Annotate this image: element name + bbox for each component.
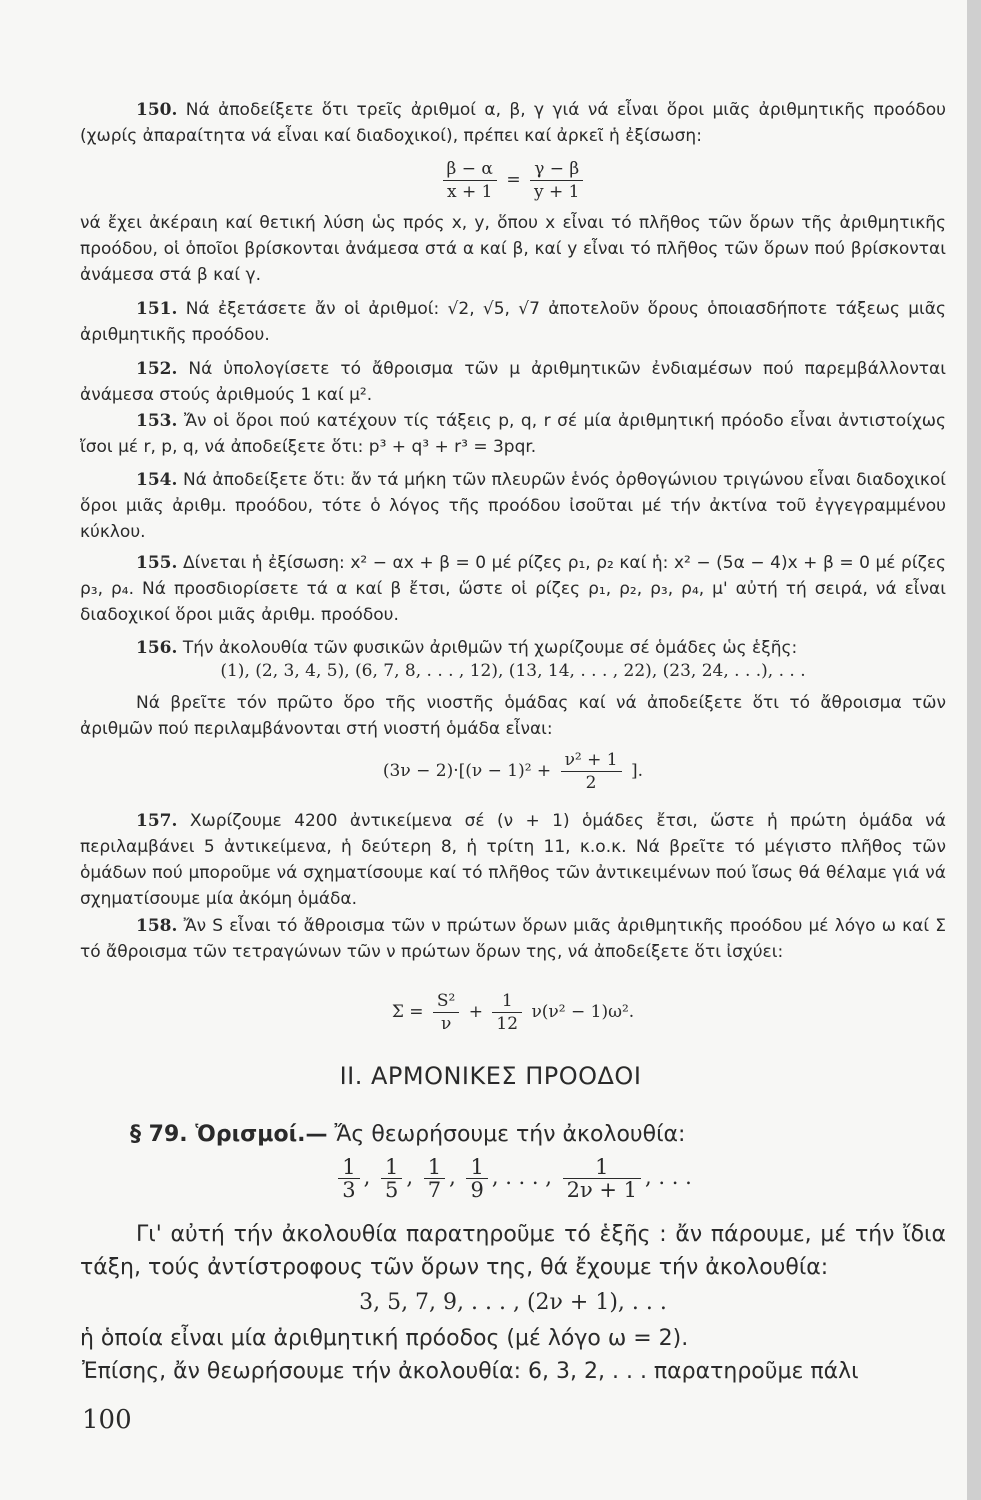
problem-153 — [80, 408, 946, 460]
problem-text: Νά βρεῖτε τόν πρῶτο ὅρο τῆς νιοστῆς ὁμάδας καί νά ἀποδείξετε ὅτι τό ἄθροισμα τῶν ἀριθμῶν πού περιλαμβάνονται στή νιοστή ὁμάδα εἶναι: — [80, 693, 946, 739]
numerator: 1 — [424, 1156, 445, 1179]
formula-156 — [80, 749, 946, 794]
formula-part: Σ = — [391, 1002, 424, 1022]
problem-text: Νά ἀποδείξετε ὅτι τρεῖς ἀριθμοί α, β, γ γιά νά εἶναι ὅροι μιᾶς ἀριθμητικῆς προόδου (χωρίς ἀπαραίτητα νά εἶναι καί διαδοχικοί), πρέπει καί ἀρκεῖ ἡ ἐξίσωση: — [80, 100, 946, 146]
problem-text: νά ἔχει ἀκέραιη καί θετική λύση ὡς πρός x, y, ὅπου x εἶναι τό πλῆθος τῶν ὅρων τῆς ἀριθμητικῆς προόδου, οἱ ὁποῖοι βρίσκονται ἀνάμεσα στά α καί β, καί y εἶναι τό πλῆθος τῶν ὅρων πού βρίσκονται ἀνάμεσα στά β καί γ. — [80, 213, 946, 285]
numerator: 1 — [381, 1156, 402, 1179]
denominator: 2 — [585, 773, 597, 793]
denominator: 5 — [384, 1178, 399, 1202]
denominator: 2ν + 1 — [566, 1178, 638, 1202]
fraction — [424, 1156, 445, 1201]
section-text: Ἄς θεωρήσουμε τήν ἀκολουθία: — [334, 1122, 686, 1147]
problem-number: 158. — [136, 916, 178, 936]
problem-text: Νά ἐξετάσετε ἄν οἱ ἀριθμοί: √2, √5, √7 ἀποτελοῦν ὅρους ὁποιασδήποτε τάξεως μιᾶς ἀριθμητικῆς προόδου. — [80, 299, 946, 345]
denominator: 9 — [470, 1178, 484, 1202]
denominator: 7 — [427, 1178, 442, 1202]
page-edge-shadow — [967, 0, 981, 1500]
problem-155 — [80, 550, 946, 628]
section-title: § 79. Ὁρισμοί.— — [130, 1122, 328, 1147]
denominator: ν — [440, 1014, 452, 1034]
problem-151 — [80, 296, 946, 348]
problem-number: 152. — [136, 359, 178, 379]
section-heading: ΙΙ. ΑΡΜΟΝΙΚΕΣ ΠΡΟΟΔΟΙ — [339, 1062, 642, 1090]
numerator: S² — [433, 990, 459, 1013]
problem-154 — [80, 467, 946, 545]
section-text: ἡ ὁποία εἶναι μία ἀριθμητική πρόοδος (μέ λόγο ω = 2). — [80, 1326, 689, 1351]
problem-text: Ἄν S εἶναι τό ἄθροισμα τῶν ν πρώτων ὅρων μιᾶς ἀριθμητικῆς προόδου μέ λόγο ω καί Σ τό ἄθροισμα τῶν τετραγώνων τῶν ν πρώτων ὅρων της, νά ἀποδείξετε ὅτι ἰσχύει: — [80, 916, 946, 962]
formula-158 — [80, 990, 946, 1035]
equation-150 — [80, 158, 946, 203]
formula-part: ν(ν² − 1)ω². — [531, 1002, 635, 1022]
problem-text: Χωρίζουμε 4200 ἀντικείμενα σέ (ν + 1) ὁμάδες ἔτσι, ὥστε ἡ πρώτη ὁμάδα νά περιλαμβάνει 5 ἀντικείμενα, ἡ δεύτερη 8, ἡ τρίτη 11, κ.ο.κ. Νά βρεῖτε τό μέγιστο πλῆθος τῶν ὁμάδων πού μποροῦμε νά σχηματίσουμε καί τό πλῆθος τῶν ἀντικειμένων πού ἴσως θά θέλαμε γιά νά σχηματίσουμε μία ἀκόμη ὁμάδα. — [80, 811, 947, 909]
formula-part: (3ν − 2)·[(ν − 1)² + — [382, 761, 552, 781]
equals-sign: = — [506, 170, 521, 190]
problem-number: 150. — [136, 100, 178, 120]
numerator: 1 — [466, 1156, 487, 1179]
denominator: 12 — [496, 1014, 519, 1034]
sequence-fractions — [80, 1156, 946, 1201]
separator: , — [449, 1165, 456, 1189]
section-text: Γι' αὐτή τήν ἀκολουθία παρατηροῦμε τό ἑξῆς : ἄν πάρουμε, μέ τήν ἴδια τάξη, τούς ἀντίστροφους τῶν ὅρων της, θά ἔχουμε τήν ἀκολουθία: — [80, 1222, 946, 1280]
problem-number: 156. — [136, 638, 178, 658]
problem-150 — [80, 97, 946, 149]
problem-number: 157. — [136, 811, 178, 831]
problem-number: 153. — [136, 411, 178, 431]
denominator: y + 1 — [533, 182, 580, 202]
problem-156 — [80, 635, 946, 661]
problem-158 — [80, 913, 946, 965]
denominator: x + 1 — [446, 182, 493, 202]
fraction — [563, 1156, 641, 1201]
fraction — [530, 158, 583, 203]
problem-text: Ἄν οἱ ὅροι πού κατέχουν τίς τάξεις p, q, r σέ μία ἀριθμητική πρόοδο εἶναι ἀντιστοίχως ἴσοι μέ r, p, q, νά ἀποδείξετε ὅτι: p³ + q³ + r³ = 3pqr. — [80, 411, 946, 457]
section-text: Ἐπίσης, ἄν θεωρήσουμε τήν ἀκολουθία: 6, 3, 2, . . . παρατηροῦμε πάλι — [82, 1359, 859, 1384]
fraction — [443, 158, 497, 203]
problem-number: 155. — [136, 553, 178, 573]
problem-text: Νά ὑπολογίσετε τό ἄθροισμα τῶν μ ἀριθμητικῶν ἐνδιαμέσων πού παρεμβάλλονται ἀνάμεσα στούς ἀριθμούς 1 καί μ². — [80, 359, 947, 405]
separator: , . . . , — [491, 1165, 552, 1189]
problem-text: Δίνεται ἡ ἐξίσωση: x² − αx + β = 0 μέ ρίζες ρ₁, ρ₂ καί ἡ: x² − (5α − 4)x + β = 0 μέ ρίζες ρ₃, ρ₄. Νά προσδιορίσετε τά α καί β ἔτσι, ὥστε οἱ ρίζες ρ₁, ρ₂, ρ₃, ρ₄, μ' αὐτή τή σειρά, νά εἶναι διαδοχικοί ὅροι μιᾶς ἀριθμ. προόδου. — [80, 553, 946, 625]
page-number: 100 — [82, 1405, 132, 1435]
problem-157 — [80, 808, 946, 912]
numerator: 1 — [492, 990, 522, 1013]
numerator: 1 — [563, 1156, 641, 1179]
denominator: 3 — [342, 1178, 356, 1202]
fraction — [492, 990, 522, 1035]
problem-number: 151. — [136, 299, 178, 319]
separator: , . . . — [645, 1165, 692, 1189]
problem-text: Νά ἀποδείξετε ὅτι: ἄν τά μήκη τῶν πλευρῶν ἑνός ὀρθογώνιου τριγώνου εἶναι διαδοχικοί ὅροι μιᾶς ἀριθμ. προόδου, τότε ὁ λόγος τῆς προόδου ἰσοῦται μέ τήν ἀκτίνα τοῦ ἐγγεγραμμένου κύκλου. — [80, 470, 947, 542]
separator: , — [363, 1165, 371, 1189]
section-79-intro — [130, 1118, 946, 1151]
problem-152 — [80, 356, 946, 408]
fraction — [561, 749, 622, 794]
fraction — [466, 1156, 487, 1201]
group-sequence: (1), (2, 3, 4, 5), (6, 7, 8, . . . , 12), (13, 14, . . . , 22), (23, 24, . . .), . . . — [220, 661, 806, 681]
fraction — [433, 990, 459, 1035]
numerator: γ − β — [530, 158, 583, 181]
numerator: ν² + 1 — [561, 749, 622, 772]
problem-text: Τήν ἀκολουθία τῶν φυσικῶν ἀριθμῶν τή χωρίζουμε σέ ὁμάδες ὡς ἑξῆς: — [182, 638, 798, 658]
sequence-reciprocals: 3, 5, 7, 9, . . . , (2ν + 1), . . . — [359, 1290, 667, 1315]
numerator: β − α — [443, 158, 497, 181]
numerator: 1 — [338, 1156, 359, 1179]
formula-part: ]. — [631, 761, 644, 781]
fraction — [381, 1156, 402, 1201]
problem-number: 154. — [136, 470, 178, 490]
formula-part: + — [468, 1002, 484, 1022]
separator: , — [406, 1165, 414, 1189]
fraction — [338, 1156, 359, 1201]
